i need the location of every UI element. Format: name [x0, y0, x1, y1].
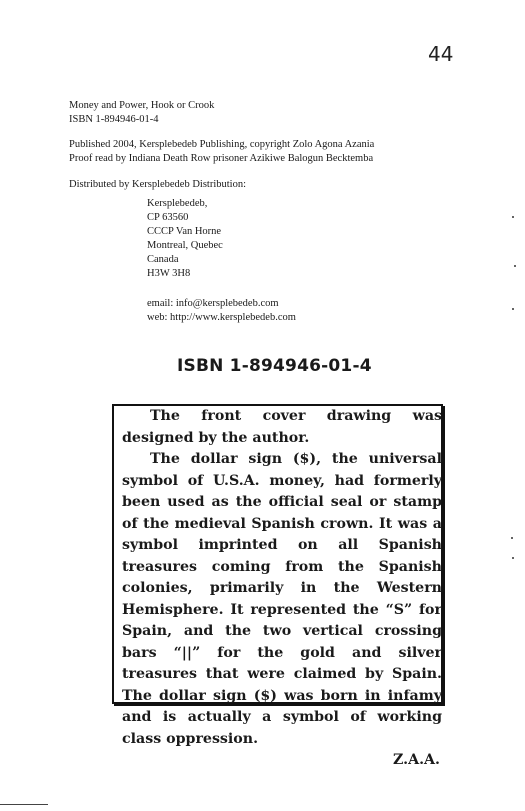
contact-info: [147, 297, 296, 325]
scan-speck: [511, 537, 513, 539]
page-edge-line: [0, 804, 48, 805]
address-line: CP 63560: [147, 212, 189, 223]
scan-speck: [512, 557, 514, 559]
scan-speck: [514, 265, 516, 267]
email-line: email: info@kersplebedeb.com: [147, 298, 279, 309]
mailing-address: [147, 197, 223, 281]
cover-note-paragraph: The front cover drawing was designed by the author.: [122, 408, 442, 446]
address-line: Kersplebedeb,: [147, 198, 208, 209]
cover-note-text: [122, 406, 442, 772]
book-isbn: ISBN 1-894946-01-4: [69, 114, 159, 125]
address-line: Montreal, Quebec: [147, 240, 223, 251]
publication-line: Published 2004, Kersplebedeb Publishing, copyright Zolo Agona Azania: [69, 139, 375, 150]
scan-speck: [512, 216, 514, 218]
distribution-heading: Distributed by Kersplebedeb Distribution:: [69, 179, 247, 190]
publication-info: [69, 138, 374, 166]
page-number: 44: [428, 42, 454, 66]
isbn-banner: ISBN 1-894946-01-4: [177, 356, 372, 376]
scan-speck: [512, 308, 514, 310]
web-line: web: http://www.kersplebedeb.com: [147, 312, 296, 323]
cover-note-paragraph: The dollar sign ($), the universal symbol of U.S.A. money, had formerly been used as the official seal or stamp of the medieval Spanish crown. It was a symbol imprinted on all Spanish treasures coming from the Spanish colonies, primarily in the Western Hemisphere. It represented the “S” for Spain, and the two vertical crossing bars “||” for the gold and silver treasures that were claimed by Spain. The dollar sign ($) was born in infamy and is actually a symbol of working class oppression.: [122, 451, 442, 747]
book-title: Money and Power, Hook or Crook: [69, 100, 215, 111]
author-signature: Z.A.A.: [393, 752, 440, 768]
address-line: H3W 3H8: [147, 268, 191, 279]
cover-note-box: [112, 404, 443, 768]
address-line: CCCP Van Horne: [147, 226, 222, 237]
address-line: Canada: [147, 254, 179, 265]
distribution-info: [69, 178, 246, 192]
proofreader-line: Proof read by Indiana Death Row prisoner Azikiwe Balogun Becktemba: [69, 153, 374, 164]
book-title-block: [69, 99, 214, 127]
